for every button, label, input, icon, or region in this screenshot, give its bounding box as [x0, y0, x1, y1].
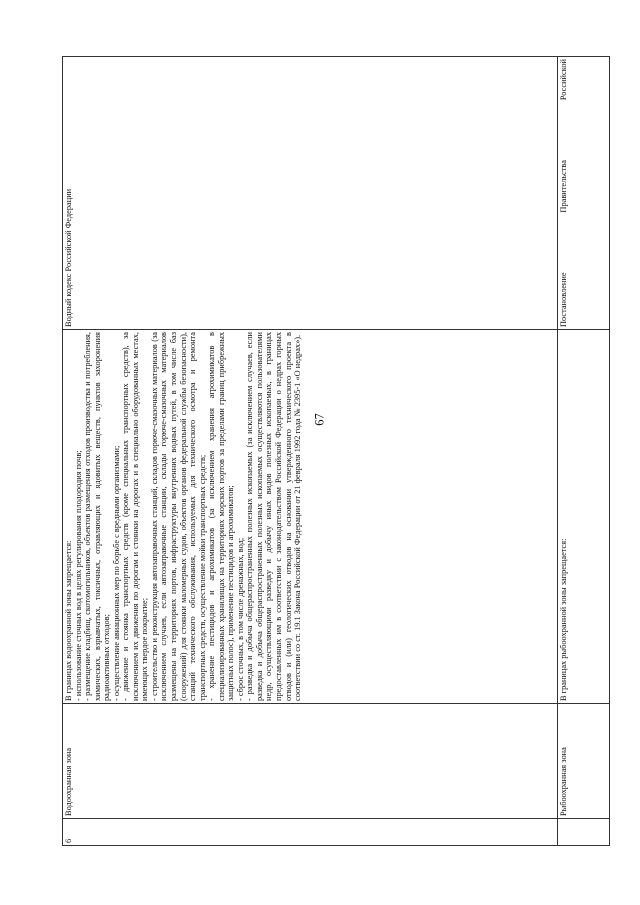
table-row	[63, 57, 558, 846]
legal-source	[558, 57, 610, 330]
restriction-item: - строительство и реконструкция автозаправочных станций, складов горюче-смазочных материалов (за исключением случаев, если автозаправочные станции, склады горюче-смазочных материалов размещены на территориях портов, инфраструктуры внутренних водных путей, в том числе баз (сооружений) для стоянки маломерных судов, объектов органов федеральной службы безопасности), станций технического обслуживания, используемых для технического осмотра и ремонта транспортных средств, осуществление мойки транспортных средств;	[149, 332, 207, 701]
restriction-item: - осуществление авиационных мер по борьбе с вредными организмами;	[111, 445, 121, 701]
restrictions-cell	[63, 330, 558, 704]
source-word: Постановление	[559, 272, 568, 327]
restrictions-title: В границах водоохранной зоны запрещается:	[64, 540, 73, 701]
rotated-content	[62, 56, 610, 846]
table-row	[558, 57, 610, 846]
legal-source: Водный кодекс Российской Федерации	[63, 57, 558, 330]
page-number: 67	[312, 413, 327, 426]
row-number: 6	[63, 819, 558, 846]
restriction-item: - движение и стоянка транспортных средств (кроме специальных транспортных средств), за исключением их движения по дорогам и стоянки на дорогах и в специально оборудованных местах, имеющих твердое покрытие;	[121, 332, 150, 701]
zones-table	[62, 56, 610, 846]
source-word: Правительства	[559, 160, 568, 213]
source-word: Российской	[559, 59, 568, 101]
restriction-item: - сброс сточных, в том числе дренажных, вод;	[235, 537, 245, 701]
restrictions-cell	[558, 330, 610, 704]
restriction-item: - размещение кладбищ, скотомогильников, объектов размещения отходов производства и потребления, химических, взрывчатых, токсичных, отравляющих и ядовитых веществ, пунктов захоронения радиоактивных отходов;	[83, 332, 112, 701]
restriction-item: - разведка и добыча общераспространенных полезных ископаемых (за исключением случаев, если разведка и добыча общераспространенных полезных ископаемых осуществляются пользователями недр, осуществляющими разведку и добычу иных видов полезных ископаемых, в границах предоставленных им в соответствии с законодательством Российской Федерации о недрах горных отводов и (или) геологических отводов на основании утвержденного технического проекта в соответствии со ст. 19.1 Закона Российской Федерации от 21 февраля 1992 года № 2395-1 «О недрах»).	[245, 332, 303, 701]
restrictions-title: В границах рыбоохранной зоны запрещается:	[559, 538, 568, 701]
zone-name: Водоохранная зона	[63, 704, 558, 819]
zone-name: Рыбоохранная зона	[558, 704, 610, 819]
restriction-item: - использование сточных вод в целях регулирования плодородия почв;	[73, 450, 83, 701]
restriction-item: - хранение пестицидов и агрохимикатов (за исключением хранения агрохимикатов в специализированных хранилищах на территориях морских портов за пределами границ прибрежных защитных полос), применение пестицидов и агрохимикатов;	[207, 332, 236, 701]
row-number	[558, 819, 610, 846]
